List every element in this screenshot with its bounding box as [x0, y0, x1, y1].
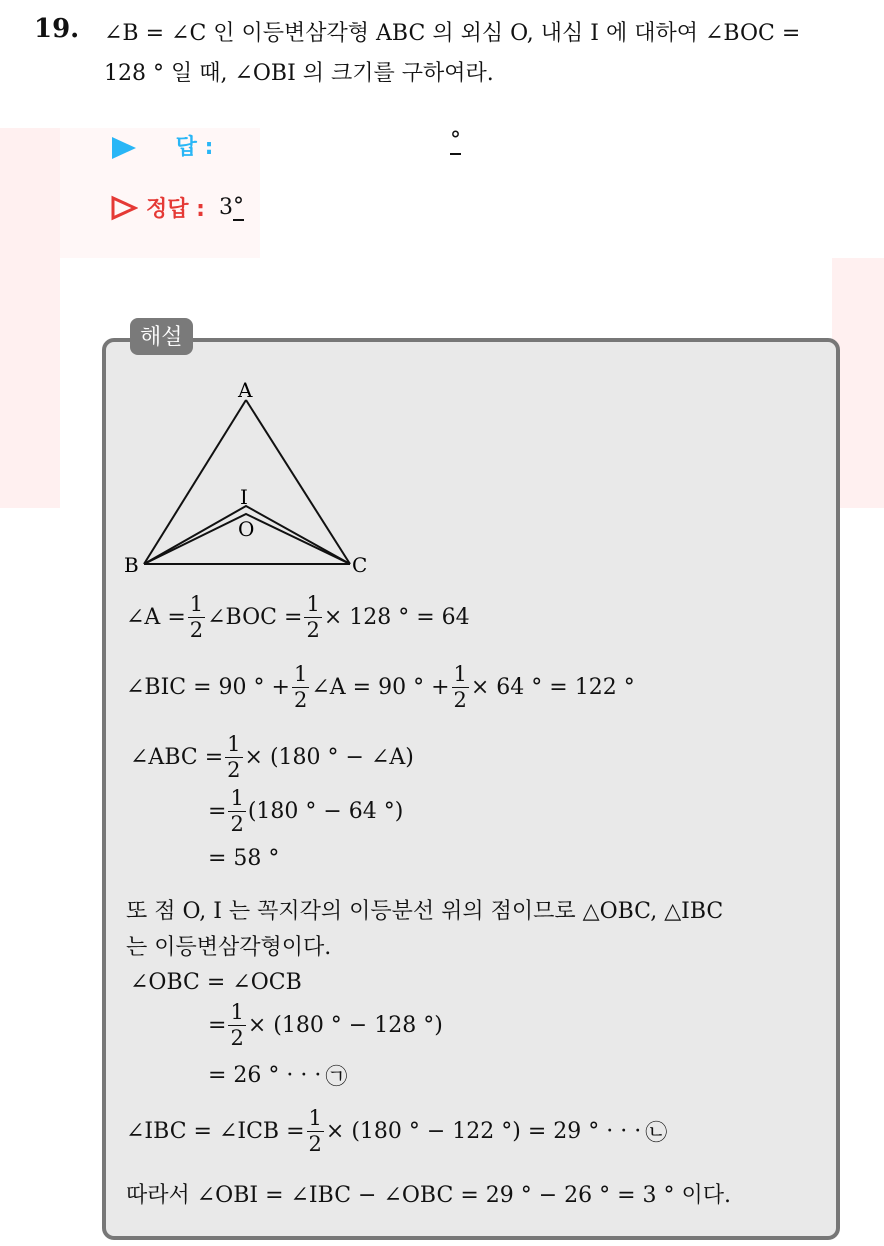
- equation-2: [126, 664, 635, 711]
- eq1-part-b: ∠BOC =: [207, 605, 303, 630]
- equation-4-line1: ∠OBC = ∠OCB: [130, 970, 302, 995]
- answer-unit: °: [450, 128, 461, 153]
- eq4-part-c: × (180 ° − 128 °): [247, 1013, 443, 1038]
- circled-marker-2: ㉡: [645, 1121, 668, 1146]
- answer-label: 답 :: [175, 135, 214, 160]
- solution-tab: 해설: [130, 318, 193, 355]
- fraction-half: $\frac{1}{2}$: [293, 662, 308, 712]
- equation-1: [126, 594, 470, 641]
- eq5-part-b: × (180 ° − 122 °) = 29 ° · · ·: [325, 1119, 642, 1144]
- vertex-label-b: B: [124, 553, 139, 577]
- question-text-line2: 128 ° 일 때, ∠OBI 의 크기를 구하여라.: [104, 61, 494, 86]
- question-number: 19.: [34, 14, 80, 44]
- triangle-figure: [118, 372, 378, 582]
- equation-4-line2: [208, 1002, 443, 1049]
- eq2-part-c: × 64 ° = 122 °: [470, 675, 635, 700]
- incenter-label-i: I: [240, 485, 248, 509]
- eq2-part-a: ∠BIC = 90 ° +: [126, 675, 290, 700]
- eq4-part-b: =: [208, 1013, 227, 1038]
- circled-marker-1: ㉠: [325, 1065, 348, 1090]
- outline-play-icon: [110, 195, 138, 221]
- vertex-label-c: C: [352, 553, 368, 577]
- eq4-part-d: = 26 ° · · ·: [208, 1063, 322, 1088]
- eq3-part-a: ∠ABC =: [130, 745, 224, 770]
- fraction-half: $\frac{1}{2}$: [308, 1106, 322, 1156]
- answer-input[interactable]: [450, 128, 461, 155]
- circumcenter-label-o: O: [238, 517, 255, 541]
- background-patch: [0, 128, 60, 508]
- eq1-part-c: × 128 ° = 64: [323, 605, 470, 630]
- vertex-label-a: A: [238, 378, 253, 402]
- question-text-line1: ∠B = ∠C 인 이등변삼각형 ABC 의 외심 O, 내심 I 에 대하여 ∠BOC =: [104, 21, 801, 46]
- fraction-half: $\frac{1}{2}$: [306, 592, 320, 642]
- eq2-part-b: ∠A = 90 ° +: [311, 675, 450, 700]
- eq1-part-a: ∠A =: [126, 605, 186, 630]
- fraction-half: $\frac{1}{2}$: [453, 662, 467, 712]
- explanation-text-line2: 는 이등변삼각형이다.: [126, 935, 332, 960]
- eq3-part-c: =: [208, 799, 227, 824]
- equation-3-line1: [130, 734, 414, 781]
- equation-5: [126, 1108, 667, 1155]
- eq5-part-a: ∠IBC = ∠ICB =: [126, 1119, 305, 1144]
- eq3-part-d: (180 ° − 64 °): [247, 799, 404, 824]
- equation-4-line3: [208, 1060, 347, 1091]
- eq3-part-b: × (180 ° − ∠A): [244, 745, 414, 770]
- fraction-half: $\frac{1}{2}$: [230, 1000, 244, 1050]
- equation-3-line3: = 58 °: [208, 846, 280, 871]
- play-icon: [110, 135, 138, 161]
- equation-3-line2: [208, 788, 403, 835]
- fraction-half: $\frac{1}{2}$: [227, 732, 241, 782]
- correct-answer-row: [110, 192, 244, 223]
- correct-label: 정답 :: [146, 197, 205, 222]
- fraction-half: $\frac{1}{2}$: [189, 592, 204, 642]
- fraction-half: $\frac{1}{2}$: [230, 786, 244, 836]
- correct-value: 3: [218, 195, 233, 220]
- correct-unit: °: [232, 194, 244, 219]
- conclusion-text: 따라서 ∠OBI = ∠IBC − ∠OBC = 29 ° − 26 ° = 3 ° 이다.: [126, 1183, 732, 1208]
- answer-row: [110, 130, 213, 161]
- explanation-text-line1: 또 점 O, I 는 꼭지각의 이등분선 위의 점이므로 △OBC, △IBC: [126, 899, 724, 924]
